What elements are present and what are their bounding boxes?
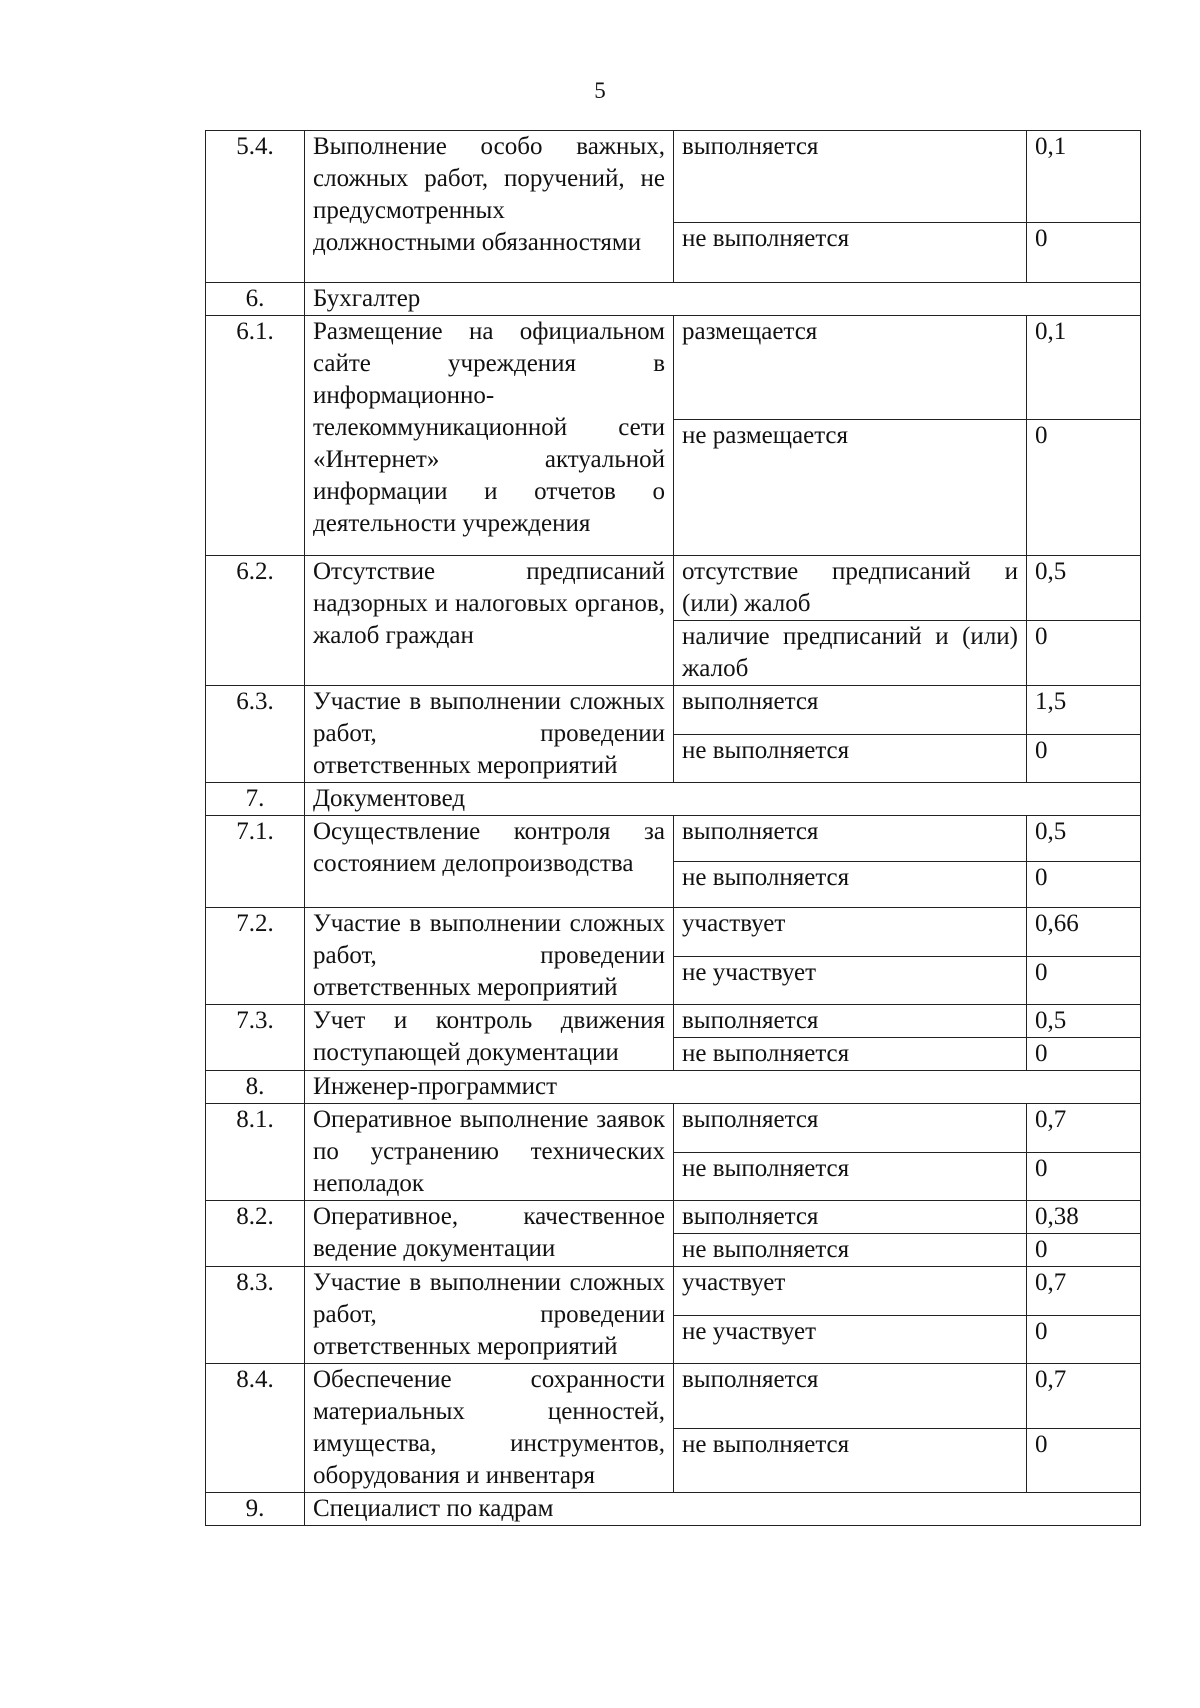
condition-cell: наличие предписаний и (или) жалоб [674, 621, 1027, 686]
score-cell: 0 [1027, 1428, 1141, 1493]
criterion-text: Участие в выполнении сложных работ, проведении ответственных мероприятий [305, 686, 674, 783]
criterion-number: 8.2. [206, 1201, 305, 1267]
section-row [206, 1071, 1141, 1104]
criterion-row [206, 131, 1141, 223]
score-cell: 0,7 [1027, 1364, 1141, 1429]
criterion-text: Участие в выполнении сложных работ, проведении ответственных мероприятий [305, 1267, 674, 1364]
criterion-number: 6.3. [206, 686, 305, 783]
score-cell: 0,7 [1027, 1267, 1141, 1316]
condition-cell: выполняется [674, 1364, 1027, 1429]
criterion-number: 7.1. [206, 816, 305, 908]
condition-cell: отсутствие предписаний и (или) жалоб [674, 556, 1027, 621]
criterion-number: 7.2. [206, 908, 305, 1005]
criterion-row [206, 556, 1141, 621]
score-cell: 0,5 [1027, 556, 1141, 621]
condition-cell: не выполняется [674, 223, 1027, 283]
criterion-text: Оперативное выполнение заявок по устранению технических неполадок [305, 1104, 674, 1201]
section-number: 6. [206, 283, 305, 316]
condition-cell: не участвует [674, 1315, 1027, 1364]
score-cell: 0 [1027, 621, 1141, 686]
criterion-row [206, 1005, 1141, 1038]
condition-cell: не размещается [674, 420, 1027, 556]
criterion-number: 5.4. [206, 131, 305, 283]
criterion-row [206, 908, 1141, 957]
score-cell: 0 [1027, 420, 1141, 556]
section-number: 8. [206, 1071, 305, 1104]
condition-cell: не выполняется [674, 1428, 1027, 1493]
criterion-row [206, 316, 1141, 420]
criterion-number: 7.3. [206, 1005, 305, 1071]
section-title: Специалист по кадрам [305, 1493, 1141, 1526]
section-title: Документовед [305, 783, 1141, 816]
section-row [206, 283, 1141, 316]
condition-cell: выполняется [674, 686, 1027, 735]
criterion-number: 8.1. [206, 1104, 305, 1201]
score-cell: 0,38 [1027, 1201, 1141, 1234]
condition-cell: выполняется [674, 1201, 1027, 1234]
condition-cell: выполняется [674, 131, 1027, 223]
criterion-number: 8.3. [206, 1267, 305, 1364]
criteria-table [205, 130, 1141, 1526]
section-title: Бухгалтер [305, 283, 1141, 316]
condition-cell: не участвует [674, 956, 1027, 1005]
criterion-row [206, 1267, 1141, 1316]
criterion-text: Размещение на официальном сайте учреждения в информационно-телекоммуникационной сети «Интернет» актуальной информации и отчетов о деятельности учреждения [305, 316, 674, 556]
score-cell: 0 [1027, 862, 1141, 908]
criterion-row [206, 1201, 1141, 1234]
score-cell: 0 [1027, 1038, 1141, 1071]
condition-cell: участвует [674, 908, 1027, 957]
score-cell: 0 [1027, 1234, 1141, 1267]
section-row [206, 1493, 1141, 1526]
condition-cell: не выполняется [674, 734, 1027, 783]
criterion-row [206, 816, 1141, 862]
condition-cell: выполняется [674, 816, 1027, 862]
condition-cell: не выполняется [674, 1234, 1027, 1267]
criterion-text: Выполнение особо важных, сложных работ, поручений, не предусмотренных должностными обязанностями [305, 131, 674, 283]
section-row [206, 783, 1141, 816]
score-cell: 0,5 [1027, 816, 1141, 862]
criterion-text: Обеспечение сохранности материальных ценностей, имущества, инструментов, оборудования и инвентаря [305, 1364, 674, 1493]
condition-cell: выполняется [674, 1005, 1027, 1038]
score-cell: 0,5 [1027, 1005, 1141, 1038]
criterion-text: Учет и контроль движения поступающей документации [305, 1005, 674, 1071]
score-cell: 0 [1027, 1152, 1141, 1201]
score-cell: 0 [1027, 734, 1141, 783]
score-cell: 0 [1027, 1315, 1141, 1364]
criteria-table-body [206, 131, 1141, 1526]
page-number: 5 [594, 78, 606, 103]
criterion-row [206, 686, 1141, 735]
criterion-number: 6.2. [206, 556, 305, 686]
score-cell: 0,1 [1027, 316, 1141, 420]
condition-cell: участвует [674, 1267, 1027, 1316]
section-number: 9. [206, 1493, 305, 1526]
condition-cell: выполняется [674, 1104, 1027, 1153]
criterion-text: Оперативное, качественное ведение документации [305, 1201, 674, 1267]
condition-cell: не выполняется [674, 862, 1027, 908]
section-title: Инженер-программист [305, 1071, 1141, 1104]
criterion-text: Участие в выполнении сложных работ, проведении ответственных мероприятий [305, 908, 674, 1005]
condition-cell: не выполняется [674, 1038, 1027, 1071]
criterion-text: Осуществление контроля за состоянием делопроизводства [305, 816, 674, 908]
criterion-row [206, 1364, 1141, 1429]
score-cell: 0,1 [1027, 131, 1141, 223]
score-cell: 1,5 [1027, 686, 1141, 735]
score-cell: 0,7 [1027, 1104, 1141, 1153]
criterion-row [206, 1104, 1141, 1153]
section-number: 7. [206, 783, 305, 816]
criterion-number: 6.1. [206, 316, 305, 556]
criterion-text: Отсутствие предписаний надзорных и налоговых органов, жалоб граждан [305, 556, 674, 686]
score-cell: 0 [1027, 223, 1141, 283]
condition-cell: размещается [674, 316, 1027, 420]
score-cell: 0,66 [1027, 908, 1141, 957]
score-cell: 0 [1027, 956, 1141, 1005]
condition-cell: не выполняется [674, 1152, 1027, 1201]
criterion-number: 8.4. [206, 1364, 305, 1493]
